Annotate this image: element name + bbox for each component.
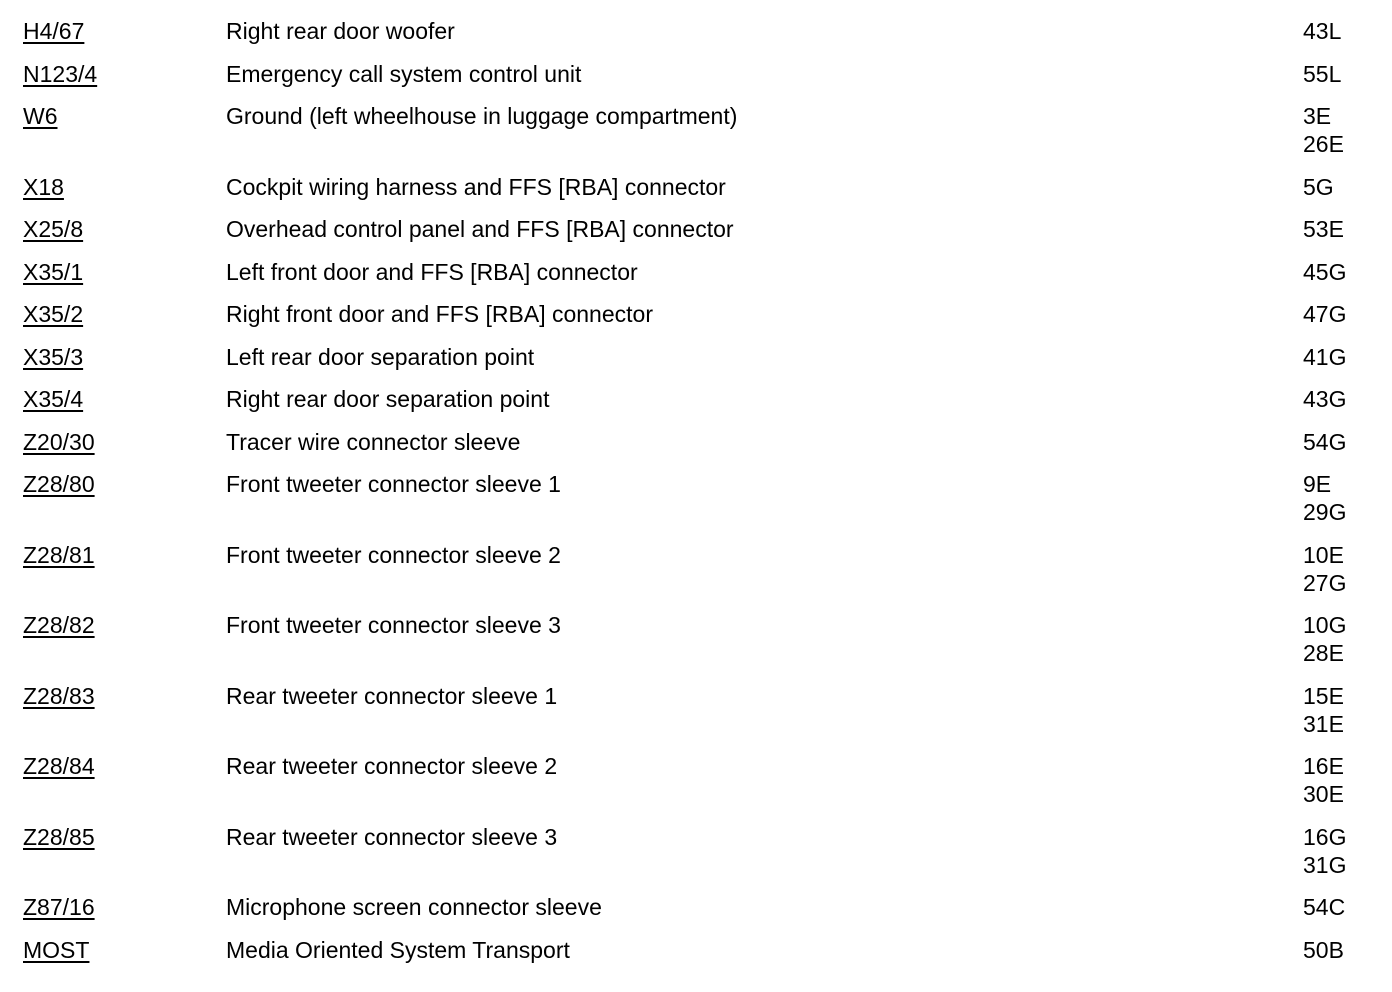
component-description: Emergency call system control unit xyxy=(226,60,582,87)
grid-reference-list xyxy=(1303,215,1344,243)
grid-reference: 28E xyxy=(1303,640,1344,666)
grid-reference: 27G xyxy=(1303,569,1347,596)
component-description: Tracer wire connector sleeve xyxy=(226,428,521,455)
grid-reference-list xyxy=(1303,893,1345,921)
component-description: Left front door and FFS [RBA] connector xyxy=(226,258,638,285)
component-description: Front tweeter connector sleeve 1 xyxy=(226,471,561,497)
component-legend-list xyxy=(0,17,1392,978)
legend-row xyxy=(0,893,1392,936)
grid-reference: 47G xyxy=(1303,301,1347,327)
grid-reference: 41G xyxy=(1303,343,1347,370)
component-code-link[interactable]: X18 xyxy=(23,173,64,200)
component-code-link[interactable]: H4/67 xyxy=(23,18,85,44)
component-description: Rear tweeter connector sleeve 2 xyxy=(226,753,558,779)
component-code-link[interactable]: Z87/16 xyxy=(23,894,95,920)
grid-reference-list xyxy=(1303,611,1346,667)
component-description: Left rear door separation point xyxy=(226,343,535,370)
grid-reference: 29G xyxy=(1303,499,1347,525)
component-code-link[interactable]: W6 xyxy=(23,103,58,129)
component-code-link[interactable]: Z28/82 xyxy=(23,612,95,638)
component-description: Media Oriented System Transport xyxy=(226,936,570,963)
component-code-link[interactable]: Z28/84 xyxy=(23,753,95,779)
grid-reference: 50B xyxy=(1303,936,1344,963)
grid-reference: 54G xyxy=(1303,428,1347,455)
legend-row xyxy=(0,300,1392,343)
grid-reference-list xyxy=(1303,385,1346,413)
legend-row xyxy=(0,823,1392,894)
grid-reference-list xyxy=(1303,682,1344,738)
grid-reference: 43L xyxy=(1303,18,1342,44)
component-description: Rear tweeter connector sleeve 1 xyxy=(226,682,558,709)
grid-reference: 45G xyxy=(1303,258,1347,285)
component-description: Overhead control panel and FFS [RBA] connector xyxy=(226,216,734,242)
component-code-link[interactable]: Z28/80 xyxy=(23,471,95,497)
legend-row xyxy=(0,541,1392,612)
grid-reference-list xyxy=(1303,936,1344,964)
grid-reference-list xyxy=(1303,102,1344,158)
component-description: Right rear door separation point xyxy=(226,386,550,412)
component-code-link[interactable]: MOST xyxy=(23,936,90,963)
grid-reference: 26E xyxy=(1303,131,1344,157)
legend-row xyxy=(0,936,1392,979)
grid-reference-list xyxy=(1303,428,1346,456)
component-description: Rear tweeter connector sleeve 3 xyxy=(226,823,558,850)
component-code-link[interactable]: Z20/30 xyxy=(23,428,95,455)
grid-reference: 30E xyxy=(1303,781,1344,807)
legend-row xyxy=(0,611,1392,682)
component-code-link[interactable]: N123/4 xyxy=(23,60,98,87)
grid-reference-list xyxy=(1303,541,1346,597)
legend-row xyxy=(0,173,1392,216)
legend-row xyxy=(0,752,1392,823)
grid-reference: 16E xyxy=(1303,753,1344,779)
component-description: Front tweeter connector sleeve 2 xyxy=(226,541,561,568)
grid-reference-list xyxy=(1303,470,1346,526)
grid-reference: 16G xyxy=(1303,823,1347,850)
grid-reference: 5G xyxy=(1303,173,1334,200)
grid-reference: 54C xyxy=(1303,894,1346,920)
grid-reference-list xyxy=(1303,343,1346,371)
component-code-link[interactable]: X35/4 xyxy=(23,386,84,412)
component-code-link[interactable]: X25/8 xyxy=(23,216,84,242)
component-description: Right rear door woofer xyxy=(226,18,455,44)
grid-reference: 3E xyxy=(1303,103,1332,129)
grid-reference: 53E xyxy=(1303,216,1344,242)
legend-row xyxy=(0,428,1392,471)
grid-reference: 43G xyxy=(1303,386,1347,412)
grid-reference-list xyxy=(1303,823,1346,879)
component-description: Microphone screen connector sleeve xyxy=(226,894,602,920)
legend-row xyxy=(0,60,1392,103)
grid-reference-list xyxy=(1303,258,1346,286)
legend-row xyxy=(0,258,1392,301)
grid-reference-list xyxy=(1303,60,1341,88)
grid-reference: 55L xyxy=(1303,60,1342,87)
component-code-link[interactable]: Z28/81 xyxy=(23,541,95,568)
grid-reference-list xyxy=(1303,173,1334,201)
component-code-link[interactable]: Z28/83 xyxy=(23,682,95,709)
grid-reference: 10E xyxy=(1303,541,1344,568)
legend-row xyxy=(0,343,1392,386)
component-code-link[interactable]: X35/3 xyxy=(23,343,84,370)
legend-row xyxy=(0,385,1392,428)
legend-row xyxy=(0,17,1392,60)
component-description: Ground (left wheelhouse in luggage compartment) xyxy=(226,103,738,129)
legend-row xyxy=(0,470,1392,541)
legend-row xyxy=(0,682,1392,753)
grid-reference: 31G xyxy=(1303,851,1347,878)
grid-reference: 10G xyxy=(1303,612,1347,638)
grid-reference-list xyxy=(1303,300,1346,328)
component-description: Front tweeter connector sleeve 3 xyxy=(226,612,561,638)
grid-reference: 9E xyxy=(1303,471,1332,497)
legend-row xyxy=(0,102,1392,173)
component-code-link[interactable]: X35/1 xyxy=(23,258,84,285)
grid-reference: 15E xyxy=(1303,682,1344,709)
legend-row xyxy=(0,215,1392,258)
grid-reference-list xyxy=(1303,752,1344,808)
component-description: Right front door and FFS [RBA] connector xyxy=(226,301,653,327)
component-code-link[interactable]: Z28/85 xyxy=(23,823,95,850)
grid-reference-list xyxy=(1303,17,1341,45)
component-code-link[interactable]: X35/2 xyxy=(23,301,84,327)
grid-reference: 31E xyxy=(1303,710,1344,737)
component-description: Cockpit wiring harness and FFS [RBA] connector xyxy=(226,173,726,200)
